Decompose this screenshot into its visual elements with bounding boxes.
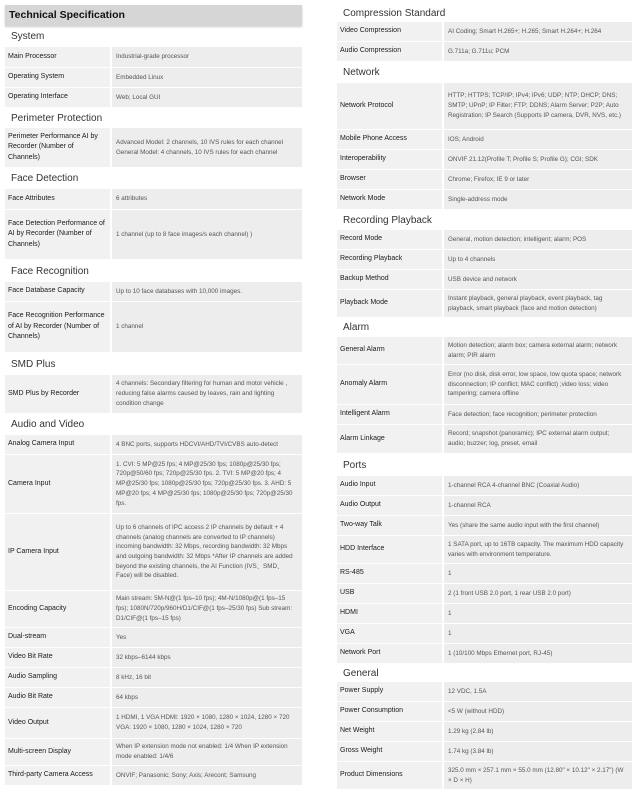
spec-value: <5 W (without HDD) [444,702,632,721]
spec-value: 4 channels: Secondary filtering for human and motor vehicle , reducing false alarms caused by leaves, rain and lighting condition change [112,375,302,413]
spec-value: When IP extension mode not enabled: 1/4 When IP extension mode enabled: 1/4/6 [112,739,302,765]
spec-label: Two-way Talk [337,516,442,535]
section-heading-network: Network [343,67,380,78]
spec-row-video-compression [337,22,632,41]
spec-value: Record; snapshot (panoramic); IPC external alarm output; audio; buzzer; log, preset, email [444,425,632,453]
spec-label: Product Dimensions [337,762,442,789]
spec-value: G.711a; G.711u; PCM [444,42,632,61]
spec-row-hdmi [337,604,632,623]
spec-value: 64 kbps [112,688,302,707]
spec-value: 1 (10/100 Mbps Ethernet port, RJ-45) [444,644,632,663]
section-heading-compression-standard: Compression Standard [343,8,446,19]
spec-label: Video Output [5,708,110,738]
spec-label: Playback Mode [337,290,442,317]
spec-label: Multi-screen Display [5,739,110,765]
spec-row-rs-485 [337,564,632,583]
spec-row-net-weight [337,722,632,741]
spec-row-network-port [337,644,632,663]
spec-value: 1 [444,564,632,583]
spec-value: General, motion detection; intelligent; alarm; POS [444,230,632,249]
spec-label: Analog Camera Input [5,435,110,454]
spec-row-face-recognition-performance-of-ai-by-re [5,302,302,352]
spec-label: SMD Plus by Recorder [5,375,110,413]
spec-value: Motion detection; alarm box; camera external alarm; network alarm; PIR alarm [444,337,632,364]
spec-value: Web; Local GUI [112,88,302,107]
spec-row-power-supply [337,682,632,701]
spec-value: 4 BNC ports, supports HDCVI/AHD/TVI/CVBS auto-detect [112,435,302,454]
spec-label: Face Attributes [5,189,110,209]
spec-value: 1 HDMI, 1 VGA HDMI: 1920 × 1080, 1280 × 1024, 1280 × 720 VGA: 1920 × 1080, 1280 × 1024, 1280 × 720 [112,708,302,738]
spec-label: Mobile Phone Access [337,130,442,149]
spec-label: Camera Input [5,455,110,513]
spec-label: Audio Output [337,496,442,515]
spec-column-left [5,5,302,786]
spec-row-face-database-capacity [5,282,302,301]
spec-label: Anomaly Alarm [337,365,442,404]
spec-value: 12 VDC, 1.5A [444,682,632,701]
spec-value: HTTP; HTTPS; TCP/IP; IPv4; IPv6; UDP; NTP; DHCP; DNS; SMTP; UPnP; IP Filter; FTP; DDNS; Alarm Server; P2P; Auto Registration; IP Search (Supports IP camera, DVR, NVS, etc.) [444,83,632,129]
spec-value: USB device and network [444,270,632,289]
spec-label: Encoding Capacity [5,591,110,627]
spec-value: 1 [444,624,632,643]
section-heading-perimeter-protection: Perimeter Protection [11,112,103,124]
spec-label: Alarm Linkage [337,425,442,453]
spec-label: Perimeter Performance AI by Recorder (Number of Channels) [5,128,110,167]
spec-row-vga [337,624,632,643]
section-heading-system: System [11,31,45,42]
spec-row-audio-output [337,496,632,515]
spec-row-product-dimensions [337,762,632,789]
spec-value: Single-address mode [444,190,632,209]
spec-value: Embedded Linux [112,68,302,87]
spec-label: Face Detection Performance of AI by Recorder (Number of Channels) [5,210,110,259]
spec-row-perimeter-performance-ai-by-recorder-num [5,128,302,167]
spec-label: Third-party Camera Access [5,766,110,785]
spec-row-alarm-linkage [337,425,632,453]
spec-value: Chrome; Firefox; IE 9 or later [444,170,632,189]
spec-row-anomaly-alarm [337,365,632,404]
spec-label: VGA [337,624,442,643]
section-heading-face-detection: Face Detection [11,173,79,184]
spec-label: USB [337,584,442,603]
spec-value: Face detection; face recognition; perimeter protection [444,405,632,424]
spec-row-network-mode [337,190,632,209]
spec-row-hdd-interface [337,536,632,563]
spec-row-network-protocol [337,83,632,129]
spec-label: Recording Playback [337,250,442,269]
spec-row-record-mode [337,230,632,249]
spec-label: Face Database Capacity [5,282,110,301]
spec-label: Video Compression [337,22,442,41]
spec-label: Face Recognition Performance of AI by Recorder (Number of Channels) [5,302,110,352]
spec-value: 1.29 kg (2.84 lb) [444,722,632,741]
spec-label: HDD Interface [337,536,442,563]
spec-row-dual-stream [5,628,302,647]
spec-label: Operating Interface [5,88,110,107]
spec-value: 325.0 mm × 257.1 mm × 55.0 mm (12.80" × 10.12" × 2.17") (W × D × H) [444,762,632,789]
section-heading-ports: Ports [343,459,367,471]
spec-label: Network Port [337,644,442,663]
spec-row-usb [337,584,632,603]
spec-row-third-party-camera-access [5,766,302,785]
spec-value: 1 channel (up to 8 face images/s each channel) ) [112,210,302,259]
spec-value: 1-channel RCA [444,496,632,515]
spec-value: 32 kbps–6144 kbps [112,648,302,667]
spec-value: Error (no disk, disk error, low space, low quota space; network disconnection; IP conflict; MAC conflict) ;video loss; video tampering; camera offline [444,365,632,404]
spec-label: Network Protocol [337,83,442,129]
spec-row-main-processor [5,47,302,67]
spec-value: Up to 4 channels [444,250,632,269]
spec-value: IOS; Android [444,130,632,149]
spec-value: 1. CVI: 5 MP@25 fps; 4 MP@25/30 fps; 1080p@25/30 fps; 720p@50/60 fps; 720p@25/30 fps. 2. TVI: 5 MP@20 fps; 4 MP@25/30 fps; 1080p@25/30 fps; 720p@25/30 fps. 3. AHD: 5 MP@20 fps; 4 MP@25/30 fps; 1080p@25/30 fps; 720p@25/30 fps. [112,455,302,513]
spec-label: Network Mode [337,190,442,209]
spec-row-interoperability [337,150,632,169]
spec-row-operating-interface [5,88,302,107]
spec-value: AI Coding; Smart H.265+; H.265; Smart H.264+; H.264 [444,22,632,41]
spec-label: IP Camera Input [5,514,110,590]
spec-row-two-way-talk [337,516,632,535]
spec-label: Audio Sampling [5,668,110,687]
spec-value: Advanced Model: 2 channels, 10 IVS rules for each channel General Model: 4 channels, 10 IVS rules for each channel [112,128,302,167]
spec-value: 1-channel RCA 4-channel BNC (Coaxial Audio) [444,476,632,495]
spec-value: ONVIF; Panasonic; Sony; Axis; Arecont; Samsung [112,766,302,785]
spec-label: General Alarm [337,337,442,364]
spec-row-camera-input [5,455,302,513]
spec-label: Video Bit Rate [5,648,110,667]
spec-label: Backup Method [337,270,442,289]
spec-value: Yes (share the same audio input with the first channel) [444,516,632,535]
spec-label: Browser [337,170,442,189]
spec-label: Gross Weight [337,742,442,761]
spec-value: 1 SATA port, up to 16TB capacity. The maximum HDD capacity varies with environment temperature. [444,536,632,563]
spec-label: RS-485 [337,564,442,583]
spec-row-browser [337,170,632,189]
spec-row-operating-system [5,68,302,87]
spec-row-intelligent-alarm [337,405,632,424]
spec-row-analog-camera-input [5,435,302,454]
spec-row-multi-screen-display [5,739,302,765]
spec-value: 1.74 kg (3.84 lb) [444,742,632,761]
spec-row-ip-camera-input [5,514,302,590]
spec-row-video-bit-rate [5,648,302,667]
spec-label: Audio Bit Rate [5,688,110,707]
spec-value: 6 attributes [112,189,302,209]
spec-row-general-alarm [337,337,632,364]
spec-row-audio-input [337,476,632,495]
spec-row-encoding-capacity [5,591,302,627]
spec-label: Audio Compression [337,42,442,61]
spec-value: Industrial-grade processor [112,47,302,67]
spec-row-recording-playback [337,250,632,269]
section-heading-smd-plus: SMD Plus [11,358,56,370]
spec-label: Interoperability [337,150,442,169]
spec-value: 8 kHz, 16 bit [112,668,302,687]
spec-row-face-attributes [5,189,302,209]
section-heading-recording-playback: Recording Playback [343,214,432,226]
spec-label: HDMI [337,604,442,623]
section-heading-general: General [343,667,379,679]
spec-label: Operating System [5,68,110,87]
section-heading-alarm: Alarm [343,322,370,333]
spec-value: Up to 6 channels of IPC access 2 IP channels by default + 4 channels (analog channels are converted to IP channels) incoming bandwidth: 32 Mbps, recording bandwidth: 32 Mbps and outgoing bandwidth: 32 Mbps *After IP channels are added beyond the existing channels, the AI Function (IVS、SMD、Face) will be disabled. [112,514,302,590]
spec-label: Record Mode [337,230,442,249]
spec-row-mobile-phone-access [337,130,632,149]
spec-value: 1 channel [112,302,302,352]
section-heading-face-recognition: Face Recognition [11,265,89,277]
spec-value: Yes [112,628,302,647]
spec-row-playback-mode [337,290,632,317]
spec-row-smd-plus-by-recorder [5,375,302,413]
spec-row-audio-compression [337,42,632,61]
page-title: Technical Specification [5,5,302,26]
spec-value: Main stream: 5M-N@(1 fps–10 fps); 4M-N/1080p@(1 fps–15 fps); 1080N/720p/960H/D1/CIF@(1 fps–25/30 fps) Sub stream: D1/CIF@(1 fps–15 fps) [112,591,302,627]
spec-row-audio-bit-rate [5,688,302,707]
spec-row-backup-method [337,270,632,289]
spec-value: ONVIF 21.12(Profile T; Profile S; Profile G); CGI; SDK [444,150,632,169]
spec-row-video-output [5,708,302,738]
spec-row-power-consumption [337,702,632,721]
section-heading-audio-and-video: Audio and Video [11,419,85,430]
spec-value: 1 [444,604,632,623]
spec-value: Up to 10 face databases with 10,000 images. [112,282,302,301]
spec-label: Power Supply [337,682,442,701]
spec-row-face-detection-performance-of-ai-by-reco [5,210,302,259]
spec-label: Main Processor [5,47,110,67]
spec-value: Instant playback, general playback, event playback, tag playback, smart playback (face and motion detection) [444,290,632,317]
spec-label: Intelligent Alarm [337,405,442,424]
spec-label: Dual-stream [5,628,110,647]
spec-row-gross-weight [337,742,632,761]
spec-label: Audio Input [337,476,442,495]
spec-value: 2 (1 front USB 2.0 port, 1 rear USB 2.0 port) [444,584,632,603]
spec-label: Power Consumption [337,702,442,721]
spec-column-right [337,5,632,790]
spec-row-audio-sampling [5,668,302,687]
spec-label: Net Weight [337,722,442,741]
